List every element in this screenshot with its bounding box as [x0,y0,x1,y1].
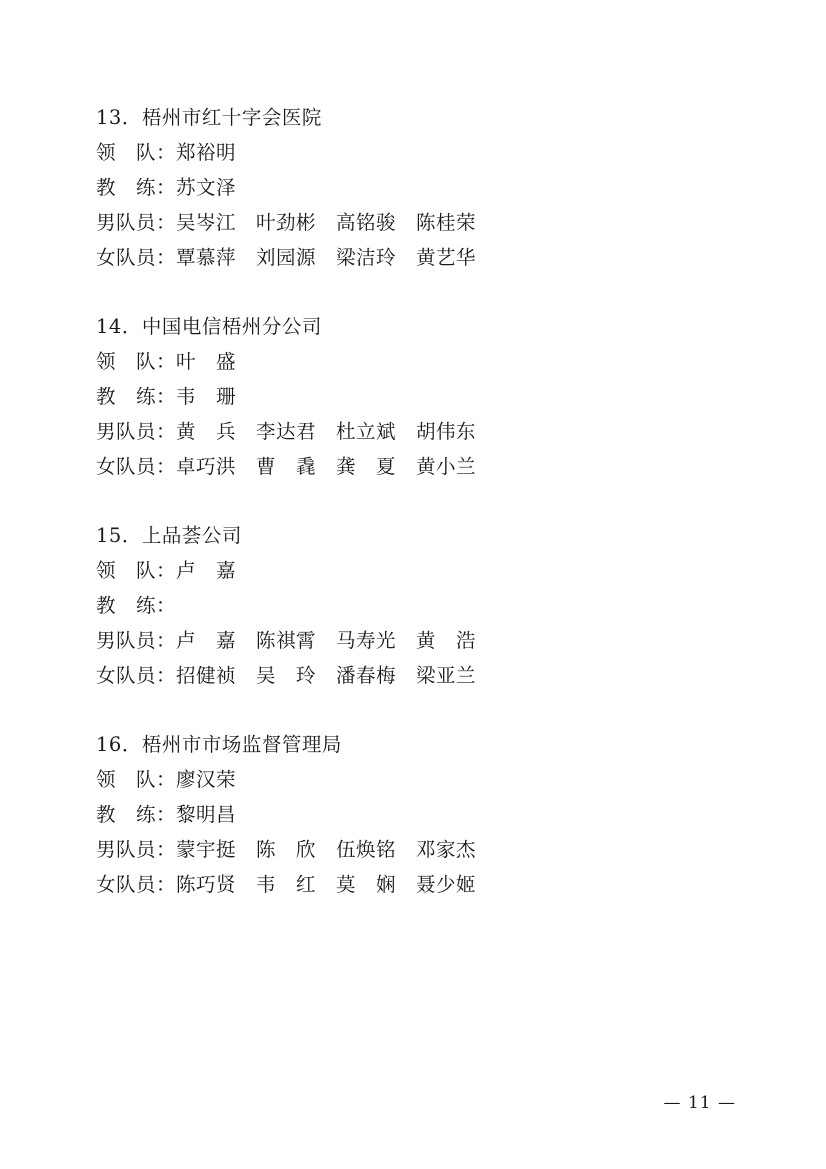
row-label: 女队员： [96,873,177,896]
row-label: 男队员： [96,629,177,652]
row-label: 教 练： [96,176,177,199]
team-row [96,588,736,623]
row-label: 领 队： [96,350,177,373]
row-value: 郑裕明 [176,141,237,164]
team-entry [96,100,736,275]
row-value: 吴岑江 叶劲彬 高铭骏 陈桂荣 [176,211,477,234]
team-index: 14． [96,315,142,338]
row-label: 领 队： [96,141,177,164]
row-label: 领 队： [96,768,177,791]
team-name: 梧州市市场监督管理局 [141,733,342,756]
document-content [96,100,736,902]
row-value: 卢 嘉 [176,559,237,582]
team-row [96,240,736,275]
team-name: 中国电信梧州分公司 [141,315,322,338]
row-label: 男队员： [96,211,177,234]
team-row [96,170,736,205]
team-row [96,379,736,414]
team-row [96,658,736,693]
row-label: 领 队： [96,559,177,582]
row-value: 覃慕萍 刘园源 梁洁玲 黄艺华 [176,246,477,269]
team-row [96,344,736,379]
team-row [96,553,736,588]
row-value: 卢 嘉 陈祺霄 马寿光 黄 浩 [176,629,477,652]
row-label: 女队员： [96,664,177,687]
team-row [96,797,736,832]
row-value: 苏文泽 [176,176,237,199]
team-row [96,205,736,240]
row-value: 招健祯 吴 玲 潘春梅 梁亚兰 [176,664,477,687]
team-heading [96,727,736,762]
row-label: 女队员： [96,246,177,269]
team-entry [96,727,736,902]
row-value: 黄 兵 李达君 杜立斌 胡伟东 [176,420,477,443]
team-row [96,832,736,867]
team-row [96,135,736,170]
page-number: — 11 — [663,1093,736,1113]
team-heading [96,518,736,553]
team-name: 上品荟公司 [141,524,242,547]
row-value: 卓巧洪 曹 毳 龚 夏 黄小兰 [176,455,477,478]
team-row [96,449,736,484]
team-row [96,414,736,449]
row-value: 廖汉荣 [176,768,237,791]
row-value: 陈巧贤 韦 红 莫 娴 聂少姬 [176,873,477,896]
team-entry [96,518,736,693]
row-label: 教 练： [96,385,177,408]
row-value: 叶 盛 [176,350,237,373]
team-heading [96,309,736,344]
row-label: 男队员： [96,420,177,443]
row-label: 教 练： [96,594,177,617]
team-row [96,762,736,797]
team-index: 13． [96,106,142,129]
team-index: 15． [96,524,142,547]
row-value: 黎明昌 [176,803,237,826]
row-value: 韦 珊 [176,385,237,408]
team-index: 16． [96,733,142,756]
team-name: 梧州市红十字会医院 [141,106,322,129]
row-label: 男队员： [96,838,177,861]
row-label: 女队员： [96,455,177,478]
team-heading [96,100,736,135]
row-value: 蒙宇挺 陈 欣 伍焕铭 邓家杰 [176,838,477,861]
team-row [96,623,736,658]
team-entry [96,309,736,484]
row-label: 教 练： [96,803,177,826]
team-row [96,867,736,902]
